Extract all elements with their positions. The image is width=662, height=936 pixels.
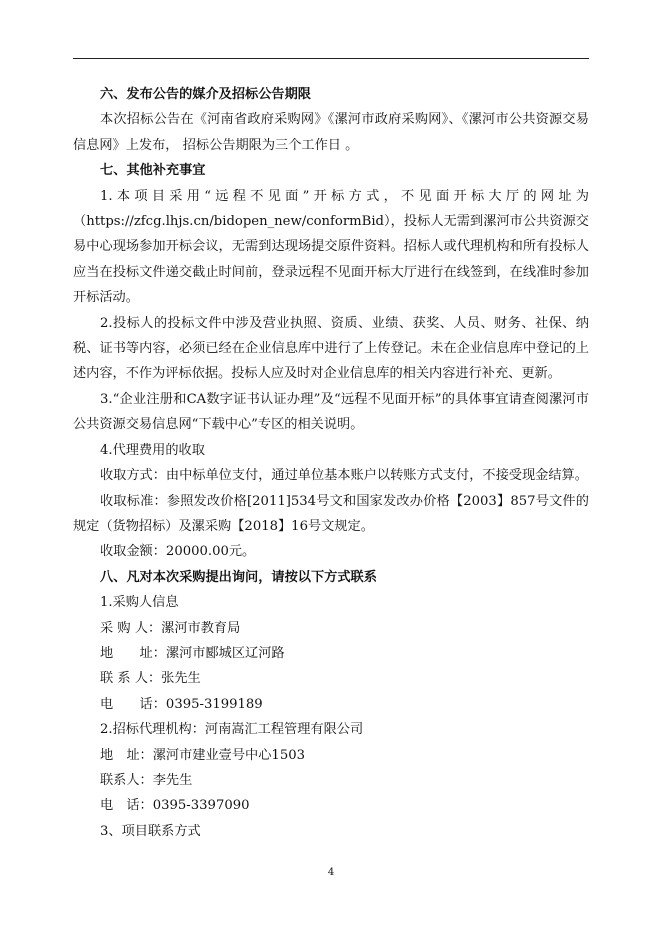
purchaser-address: 地 址：漯河市郾城区辽河路	[100, 645, 285, 661]
agency-name: 2.招标代理机构：河南嵩汇工程管理有限公司	[100, 722, 364, 738]
document-body	[73, 82, 589, 844]
section-7-item-3: 3.“企业注册和CA数字证书认证办理”及“远程不见面开标”的具体事宜请查阅漯河市公共资源交易信息网“下载中心”专区的相关说明。	[73, 391, 589, 433]
purchaser-title: 1.采购人信息	[100, 595, 179, 611]
purchaser-name: 采 购 人：漯河市教育局	[100, 620, 241, 636]
fee-method: 收取方式：由中标单位支付，通过单位基本账户以转账方式支付，不接受现金结算。	[100, 468, 588, 484]
fee-standard: 收取标准：参照发改价格[2011]534号文和国家发改办价格【2003】857号文件的规定（货物招标）及漯采购【2018】16号文规定。	[73, 493, 589, 534]
header-rule	[73, 58, 589, 59]
purchaser-contact: 联 系 人：张先生	[100, 671, 201, 687]
section-7-heading: 七、其他补充事宜	[100, 163, 206, 179]
purchaser-phone: 电 话：0395-3199189	[100, 696, 263, 712]
agency-phone: 电 话：0395-3397090	[100, 798, 250, 814]
page-number: 4	[327, 867, 335, 878]
fee-amount: 收取金额：20000.00元。	[100, 544, 256, 560]
section-6-body: 本次招标公告在《河南省政府采购网》《漯河市政府采购网》、《漯河市公共资源交易信息网》上发布， 招标公告期限为三个工作日 。	[73, 112, 589, 153]
project-contact-title: 3、项目联系方式	[100, 823, 201, 839]
section-7-item-2: 2.投标人的投标文件中涉及营业执照、资质、业绩、获奖、人员、财务、社保、纳税、证书等内容，必须已经在企业信息库中进行了上传登记。未在企业信息库中登记的上述内容，不作为评标依据。投标人应及时对企业信息库的相关内容进行补充、更新。	[73, 315, 589, 382]
agency-contact: 联系人：李先生	[100, 772, 193, 788]
section-6-heading: 六、发布公告的媒介及招标公告期限	[100, 87, 311, 102]
section-7-item-4: 4.代理费用的收取	[100, 442, 205, 458]
section-8-heading: 八、凡对本次采购提出询问，请按以下方式联系	[100, 569, 377, 585]
agency-address: 地 址：漯河市建业壹号中心1503	[100, 747, 305, 763]
section-7-item-1: 1.本项目采用“远程不见面”开标方式，不见面开标大厅的网址为（https://zfcg.lhjs.cn/bidopen_new/conformBid），投标人无需到漯河市公共资源交易中心现场参加开标会议，无需到达现场提交原件资料。招标人或代理机构和所有投标人应当在投标文件递交截止时间前，登录远程不见面开标大厅进行在线签到，在线准时参加开标活动。	[73, 188, 589, 306]
